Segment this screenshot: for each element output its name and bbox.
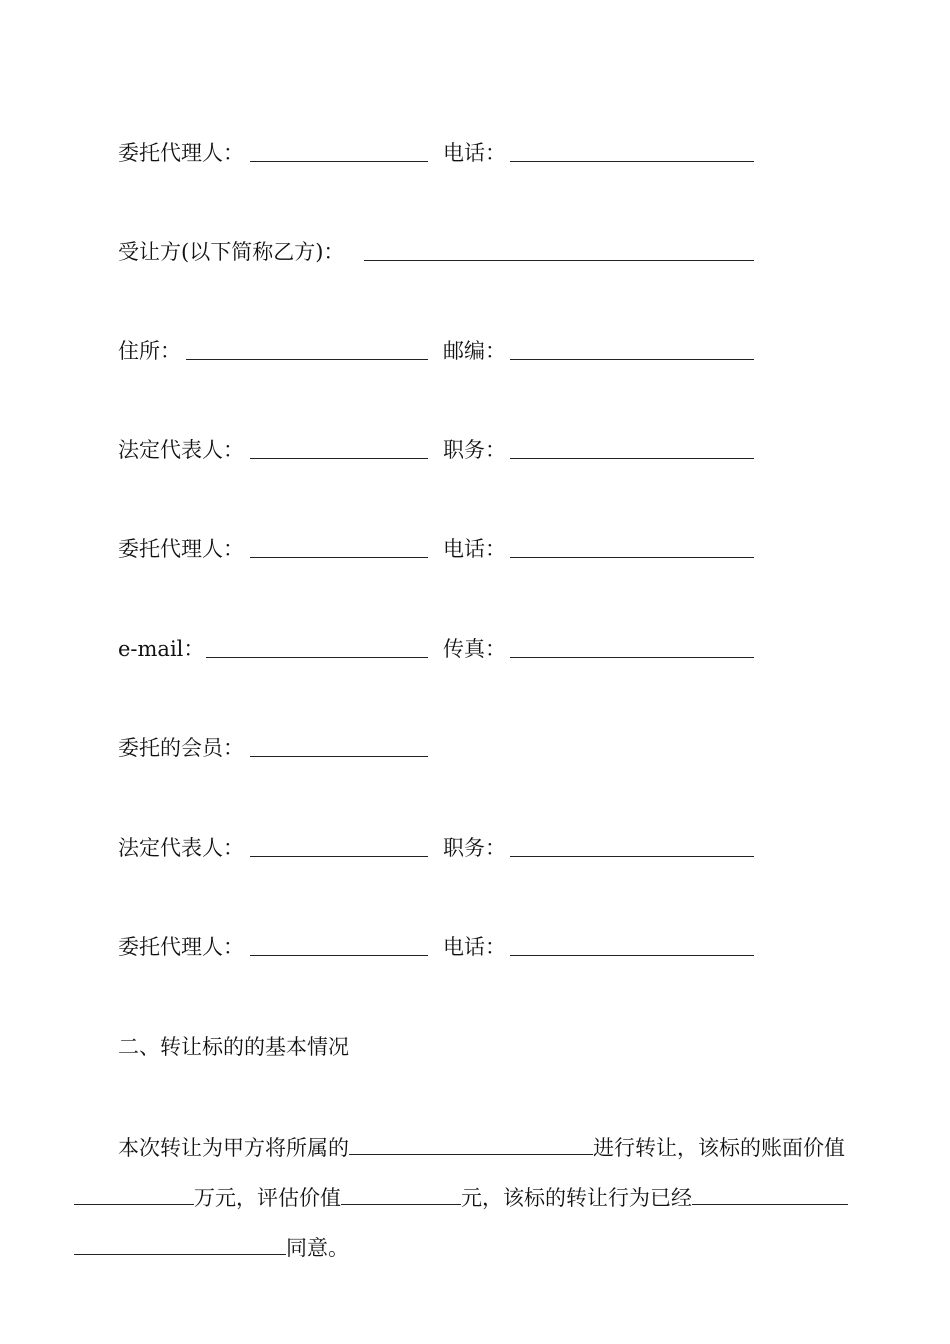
address-blank[interactable]	[186, 339, 428, 360]
paragraph-line-3	[74, 1232, 349, 1262]
member-blank[interactable]	[250, 736, 428, 757]
paragraph-text: 元，该标的转让行为已经	[461, 1186, 692, 1210]
field-label-legal-rep: 法定代表人：	[118, 438, 244, 462]
paragraph-text: 万元，评估价值	[194, 1186, 341, 1210]
field-label-email: e-mail：	[118, 637, 205, 661]
field-label-postcode: 邮编：	[443, 339, 506, 363]
field-label-fax: 传真：	[443, 637, 506, 661]
postcode-blank[interactable]	[510, 339, 754, 360]
field-label-agent: 委托代理人：	[118, 537, 244, 561]
field-label-transferee: 受让方(以下简称乙方)：	[118, 240, 345, 264]
paragraph-text: 本次转让为甲方将所属的	[118, 1136, 349, 1160]
approver-blank[interactable]	[692, 1182, 848, 1205]
field-label-legal-rep: 法定代表人：	[118, 836, 244, 860]
fax-blank[interactable]	[510, 637, 754, 658]
field-label-position: 职务：	[443, 836, 506, 860]
approver-blank-cont[interactable]	[74, 1232, 286, 1255]
asset-blank[interactable]	[349, 1132, 593, 1155]
legal-rep-blank[interactable]	[250, 438, 428, 459]
paragraph-line-2	[74, 1182, 848, 1212]
paragraph-text: 同意。	[286, 1236, 349, 1260]
section-title: 二、转让标的的基本情况	[118, 1035, 349, 1059]
field-label-agent: 委托代理人：	[118, 935, 244, 959]
field-label-agent: 委托代理人：	[118, 141, 244, 165]
paragraph-line-1	[118, 1132, 845, 1162]
field-label-phone: 电话：	[443, 935, 506, 959]
position-blank[interactable]	[510, 438, 754, 459]
field-label-address: 住所：	[118, 339, 181, 363]
field-label-position: 职务：	[443, 438, 506, 462]
agent-blank[interactable]	[250, 537, 428, 558]
agent-blank[interactable]	[250, 935, 428, 956]
appraised-value-blank[interactable]	[341, 1182, 461, 1205]
email-blank[interactable]	[206, 637, 428, 658]
agent-blank[interactable]	[250, 141, 428, 162]
phone-blank[interactable]	[510, 141, 754, 162]
phone-blank[interactable]	[510, 935, 754, 956]
paragraph-text: 进行转让，该标的账面价值	[593, 1136, 845, 1160]
legal-rep-blank[interactable]	[250, 836, 428, 857]
field-label-phone: 电话：	[443, 537, 506, 561]
phone-blank[interactable]	[510, 537, 754, 558]
field-label-member: 委托的会员：	[118, 736, 244, 760]
position-blank[interactable]	[510, 836, 754, 857]
book-value-blank[interactable]	[74, 1182, 194, 1205]
field-label-phone: 电话：	[443, 141, 506, 165]
transferee-blank[interactable]	[364, 240, 754, 261]
